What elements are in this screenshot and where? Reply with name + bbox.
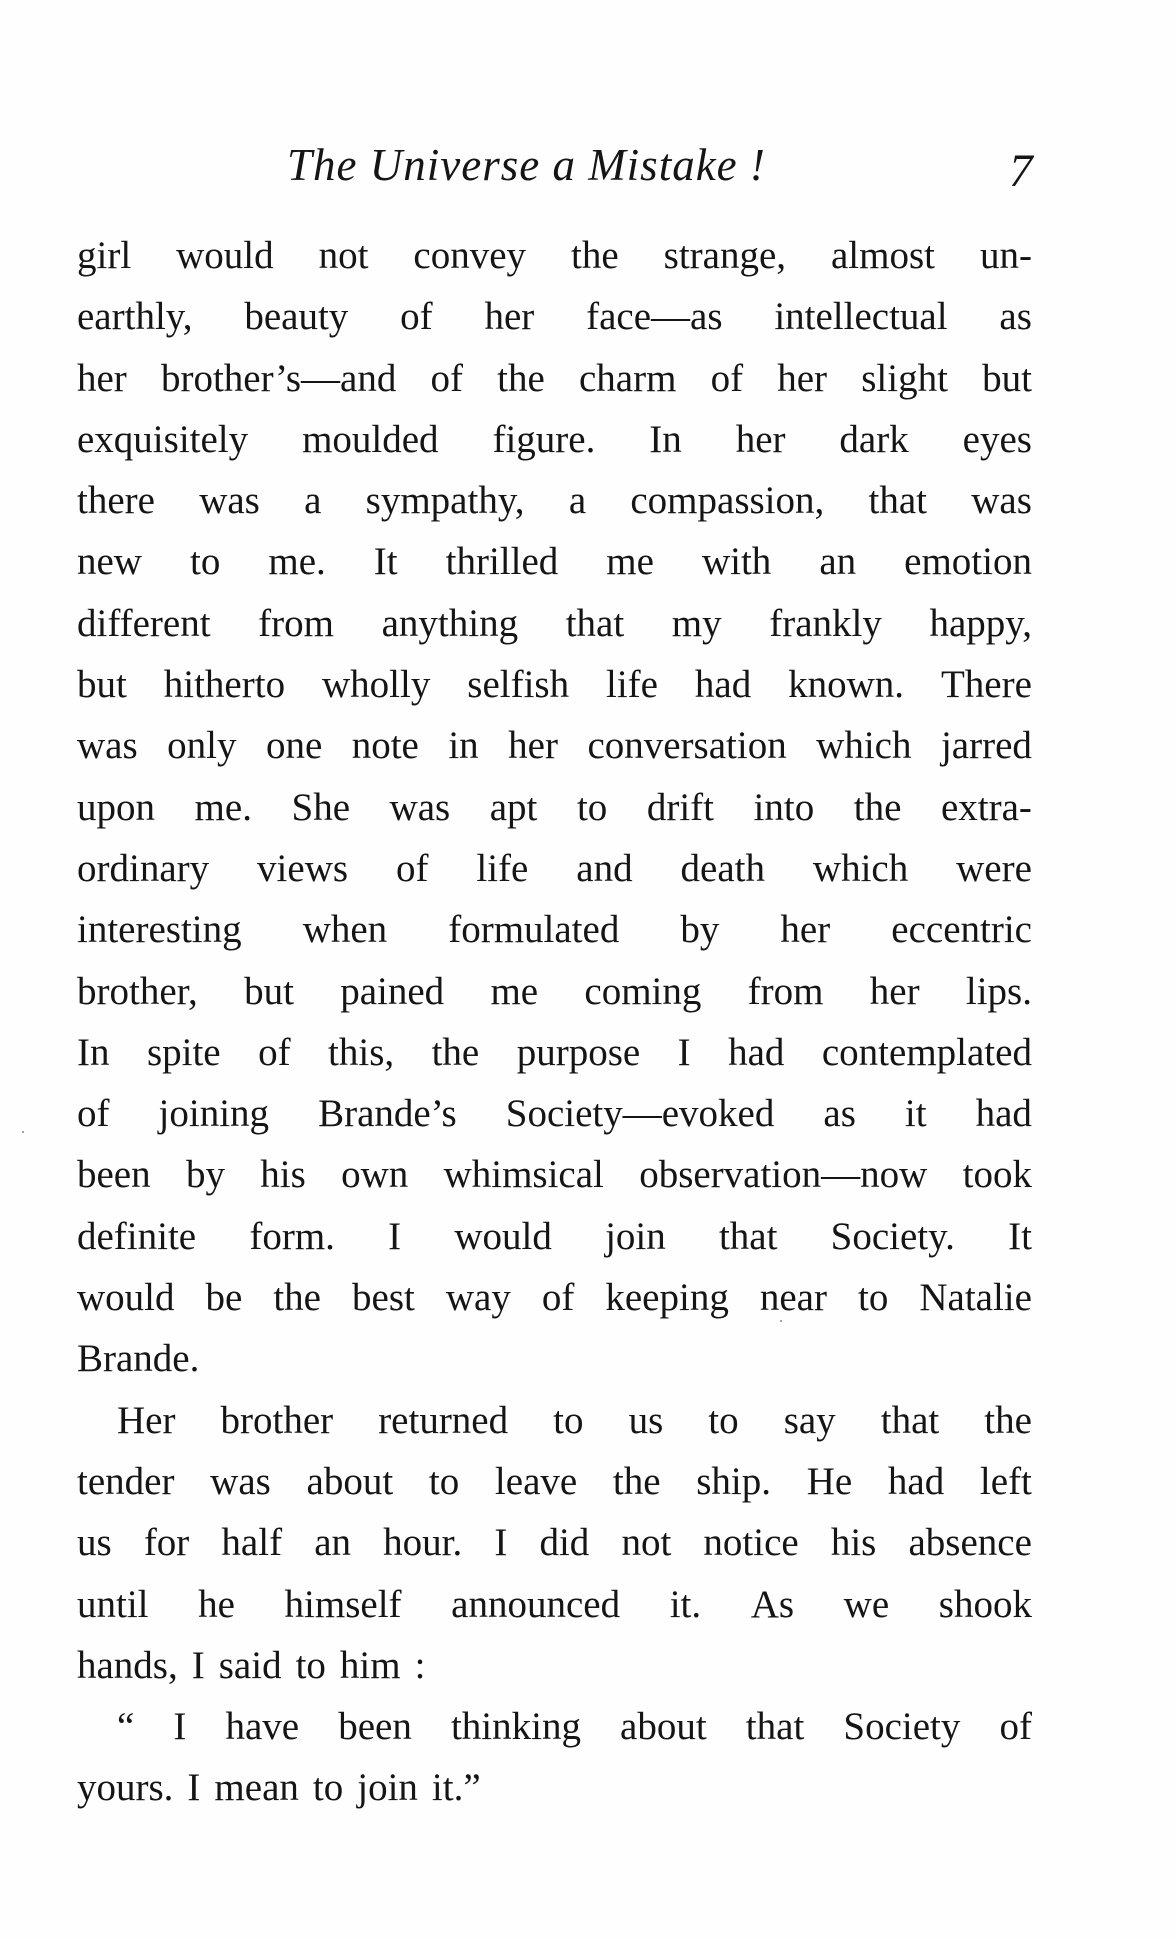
word: It bbox=[1008, 1214, 1032, 1258]
word: lips. bbox=[965, 969, 1032, 1013]
word: In bbox=[77, 1030, 110, 1074]
word: us bbox=[77, 1521, 112, 1565]
text-line bbox=[77, 715, 1032, 776]
word: extra- bbox=[940, 785, 1032, 829]
word: contemplated bbox=[821, 1030, 1032, 1074]
word: charm bbox=[578, 356, 677, 400]
word: said bbox=[218, 1643, 282, 1687]
word: coming bbox=[584, 969, 702, 1013]
text-line bbox=[77, 1451, 1032, 1512]
word: that bbox=[745, 1705, 805, 1749]
word: I bbox=[187, 1766, 201, 1810]
word: brother, bbox=[77, 969, 198, 1013]
word: joining bbox=[158, 1092, 270, 1136]
word: I bbox=[388, 1214, 402, 1258]
body-text bbox=[77, 225, 1032, 1819]
word: to bbox=[295, 1643, 326, 1687]
word: the bbox=[431, 1030, 480, 1074]
word: and bbox=[576, 846, 633, 890]
word: me. bbox=[194, 785, 252, 829]
word: I bbox=[173, 1705, 187, 1749]
text-line bbox=[77, 531, 1032, 592]
word: that bbox=[565, 601, 625, 645]
word: shook bbox=[938, 1582, 1032, 1626]
page-number: 7 bbox=[1009, 145, 1033, 197]
word: Her bbox=[117, 1398, 176, 1442]
word: it. bbox=[669, 1582, 702, 1626]
text-line bbox=[77, 1696, 1032, 1757]
word: anything bbox=[381, 601, 519, 645]
word: life bbox=[476, 846, 529, 890]
word: him bbox=[339, 1643, 401, 1687]
word: It bbox=[373, 540, 398, 584]
word: the bbox=[853, 785, 902, 829]
word: only bbox=[167, 724, 237, 768]
word: half bbox=[221, 1521, 283, 1565]
word: he bbox=[198, 1582, 235, 1626]
word: her bbox=[508, 724, 558, 768]
word: happy, bbox=[929, 601, 1032, 645]
word: me bbox=[490, 969, 539, 1013]
word: face—as bbox=[586, 295, 723, 339]
word: that bbox=[880, 1398, 940, 1442]
word: did bbox=[539, 1521, 590, 1565]
word: note bbox=[351, 724, 419, 768]
word: as bbox=[999, 295, 1032, 339]
word: when bbox=[302, 908, 388, 952]
word: hands, bbox=[77, 1643, 178, 1687]
text-line bbox=[77, 899, 1032, 960]
text-line bbox=[77, 225, 1032, 286]
word: been bbox=[338, 1705, 412, 1749]
word: himself bbox=[284, 1582, 402, 1626]
word: of bbox=[710, 356, 744, 400]
text-line bbox=[77, 838, 1032, 899]
word: I bbox=[191, 1643, 205, 1687]
word: to bbox=[576, 785, 608, 829]
word: of bbox=[77, 1092, 110, 1136]
word: views bbox=[257, 846, 349, 890]
word: had bbox=[694, 663, 752, 707]
word: which bbox=[812, 846, 909, 890]
word: “ bbox=[117, 1705, 135, 1749]
word: almost bbox=[830, 234, 935, 277]
word: me. bbox=[268, 540, 326, 584]
word: her bbox=[869, 969, 920, 1013]
word: not bbox=[318, 234, 369, 277]
word: death bbox=[680, 846, 765, 890]
word: notice bbox=[703, 1521, 799, 1565]
word: yours. bbox=[77, 1766, 174, 1810]
word: would bbox=[77, 1276, 175, 1320]
word: from bbox=[747, 969, 824, 1013]
word: would bbox=[454, 1214, 552, 1258]
word: not bbox=[621, 1521, 672, 1565]
word: I bbox=[494, 1521, 508, 1565]
word: Society bbox=[843, 1705, 961, 1749]
word: intellectual bbox=[774, 295, 948, 339]
word: near bbox=[759, 1276, 827, 1320]
word: the bbox=[497, 356, 545, 400]
word: whimsical bbox=[443, 1153, 604, 1197]
text-line bbox=[77, 1144, 1032, 1205]
word: exquisitely bbox=[77, 417, 249, 461]
word: left bbox=[979, 1459, 1032, 1503]
word: a bbox=[568, 479, 587, 523]
word: which bbox=[816, 724, 912, 768]
word: hitherto bbox=[163, 663, 286, 707]
word: absence bbox=[908, 1521, 1032, 1565]
word: drift bbox=[646, 785, 714, 829]
word: been bbox=[77, 1153, 151, 1197]
word: my bbox=[671, 601, 722, 645]
word: ordinary bbox=[77, 846, 210, 890]
word: about bbox=[620, 1705, 707, 1749]
word: by bbox=[185, 1153, 225, 1197]
word: eccentric bbox=[891, 908, 1032, 952]
word: interesting bbox=[77, 908, 242, 952]
word: we bbox=[843, 1582, 890, 1626]
word: leave bbox=[494, 1459, 578, 1503]
word: about bbox=[306, 1459, 394, 1503]
word: one bbox=[265, 724, 323, 768]
word: of bbox=[541, 1276, 575, 1320]
word: way bbox=[445, 1276, 511, 1320]
word: us bbox=[628, 1398, 664, 1442]
word: from bbox=[258, 601, 334, 645]
word: had bbox=[728, 1030, 785, 1074]
word: sympathy, bbox=[365, 479, 525, 523]
page-header bbox=[0, 138, 1175, 198]
word: to bbox=[312, 1766, 344, 1810]
text-line bbox=[77, 1083, 1032, 1144]
word: keeping bbox=[605, 1276, 729, 1320]
word: thinking bbox=[450, 1705, 581, 1749]
text-line bbox=[77, 654, 1032, 715]
word: it bbox=[904, 1092, 927, 1136]
word: form. bbox=[249, 1214, 335, 1258]
word: purpose bbox=[516, 1030, 641, 1074]
word: be bbox=[205, 1276, 243, 1320]
word: strange, bbox=[663, 234, 787, 277]
word: was bbox=[210, 1459, 271, 1503]
word: definite bbox=[77, 1214, 197, 1258]
text-line bbox=[77, 286, 1032, 347]
word: beauty bbox=[244, 295, 349, 339]
word: but bbox=[982, 356, 1032, 400]
word: in bbox=[448, 724, 479, 768]
text-line bbox=[77, 348, 1032, 409]
word: known. bbox=[788, 663, 905, 707]
word: ship. bbox=[696, 1459, 772, 1503]
text-line bbox=[77, 1022, 1032, 1083]
text-line bbox=[77, 470, 1032, 531]
word: He bbox=[806, 1459, 853, 1503]
text-line bbox=[77, 1512, 1032, 1573]
word: into bbox=[753, 785, 815, 829]
word: that bbox=[718, 1214, 778, 1258]
text-line bbox=[77, 593, 1032, 654]
text-line bbox=[77, 777, 1032, 838]
word: was bbox=[199, 479, 260, 523]
word: formulated bbox=[448, 908, 620, 952]
word: to bbox=[428, 1459, 460, 1503]
scan-speck bbox=[780, 1320, 782, 1322]
word: own bbox=[341, 1153, 409, 1197]
word: there bbox=[77, 479, 155, 523]
word: was bbox=[389, 785, 451, 829]
text-line bbox=[77, 1635, 1032, 1696]
text-line bbox=[77, 1267, 1032, 1328]
word: announced bbox=[451, 1582, 621, 1626]
word: join bbox=[605, 1214, 666, 1258]
word: compassion, bbox=[630, 479, 825, 523]
text-line bbox=[77, 1574, 1032, 1635]
word: to bbox=[553, 1398, 584, 1442]
word: of bbox=[999, 1705, 1032, 1749]
word: frankly bbox=[769, 601, 882, 645]
word: me bbox=[606, 540, 654, 584]
word: of bbox=[400, 295, 433, 339]
word: There bbox=[940, 663, 1032, 707]
text-line bbox=[77, 1390, 1032, 1451]
word: pained bbox=[340, 969, 445, 1013]
word: an bbox=[314, 1521, 351, 1565]
word: to bbox=[190, 540, 221, 584]
word: her bbox=[777, 356, 828, 400]
word: I bbox=[677, 1030, 691, 1074]
word: her bbox=[780, 908, 831, 952]
word: spite bbox=[146, 1030, 221, 1074]
word: slight bbox=[861, 356, 948, 400]
word: the bbox=[273, 1276, 321, 1320]
word: the bbox=[984, 1398, 1032, 1442]
word: a bbox=[304, 479, 322, 523]
word: had bbox=[975, 1092, 1032, 1136]
word: apt bbox=[489, 785, 538, 829]
word: eyes bbox=[962, 417, 1032, 461]
word: Brande’s bbox=[318, 1092, 457, 1136]
word: by bbox=[680, 908, 720, 952]
word: tender bbox=[77, 1459, 175, 1503]
text-line bbox=[77, 1757, 1032, 1818]
scan-speck bbox=[22, 1131, 24, 1133]
word: different bbox=[77, 601, 211, 645]
word: wholly bbox=[322, 663, 431, 707]
word: was bbox=[971, 479, 1032, 523]
word: as bbox=[823, 1092, 856, 1136]
word: life bbox=[606, 663, 658, 707]
word: returned bbox=[378, 1398, 509, 1442]
word: had bbox=[887, 1459, 945, 1503]
word: upon bbox=[77, 785, 155, 829]
word: of bbox=[258, 1030, 291, 1074]
word: brother’s—and bbox=[160, 356, 397, 400]
word: emotion bbox=[904, 540, 1032, 584]
word: thrilled bbox=[445, 540, 559, 584]
word: her bbox=[735, 417, 786, 461]
word: that bbox=[868, 479, 928, 523]
word: until bbox=[77, 1582, 149, 1626]
word: the bbox=[612, 1459, 661, 1503]
word: new bbox=[77, 540, 142, 584]
text-line bbox=[77, 1328, 1032, 1389]
word: In bbox=[649, 417, 682, 461]
running-title: The Universe a Mistake ! bbox=[287, 140, 766, 190]
word: best bbox=[352, 1276, 415, 1320]
word: but bbox=[77, 663, 127, 707]
word: conversation bbox=[587, 724, 787, 768]
word: was bbox=[77, 724, 138, 768]
word: were bbox=[956, 846, 1032, 890]
word: Brande. bbox=[77, 1337, 200, 1381]
word: dark bbox=[839, 417, 909, 461]
word: of bbox=[430, 356, 464, 400]
text-line bbox=[77, 1206, 1032, 1267]
word: She bbox=[291, 785, 350, 829]
word: Natalie bbox=[919, 1276, 1032, 1320]
word: to bbox=[708, 1398, 739, 1442]
word: but bbox=[244, 969, 294, 1013]
word: hour. bbox=[383, 1521, 463, 1565]
word: brother bbox=[220, 1398, 334, 1442]
word: earthly, bbox=[77, 295, 193, 339]
word: observation—now bbox=[639, 1153, 928, 1197]
word: his bbox=[260, 1153, 306, 1197]
word: would bbox=[176, 234, 274, 277]
word: As bbox=[750, 1582, 795, 1626]
word: un- bbox=[979, 234, 1032, 277]
word: of bbox=[395, 846, 429, 890]
word: Society—evoked bbox=[505, 1092, 775, 1136]
word: his bbox=[830, 1521, 877, 1565]
word: Society. bbox=[830, 1214, 955, 1258]
word: this, bbox=[328, 1030, 395, 1074]
word: convey bbox=[413, 234, 527, 277]
word: selfish bbox=[467, 663, 570, 707]
word: girl bbox=[77, 234, 132, 277]
word: her bbox=[77, 356, 127, 400]
word: took bbox=[962, 1153, 1032, 1197]
text-line bbox=[77, 409, 1032, 470]
word: say bbox=[783, 1398, 836, 1442]
word: with bbox=[701, 540, 772, 584]
word: the bbox=[571, 234, 619, 277]
word: jarred bbox=[940, 724, 1032, 768]
word: moulded bbox=[302, 417, 439, 461]
word: have bbox=[225, 1705, 300, 1749]
word: an bbox=[819, 540, 857, 584]
word: for bbox=[143, 1521, 190, 1565]
word: figure. bbox=[492, 417, 596, 461]
word: join bbox=[357, 1766, 418, 1810]
word: mean bbox=[214, 1766, 299, 1810]
word: to bbox=[857, 1276, 889, 1320]
word: her bbox=[484, 295, 535, 339]
text-line bbox=[77, 961, 1032, 1022]
word: : bbox=[414, 1643, 426, 1687]
word: it.” bbox=[431, 1766, 481, 1810]
